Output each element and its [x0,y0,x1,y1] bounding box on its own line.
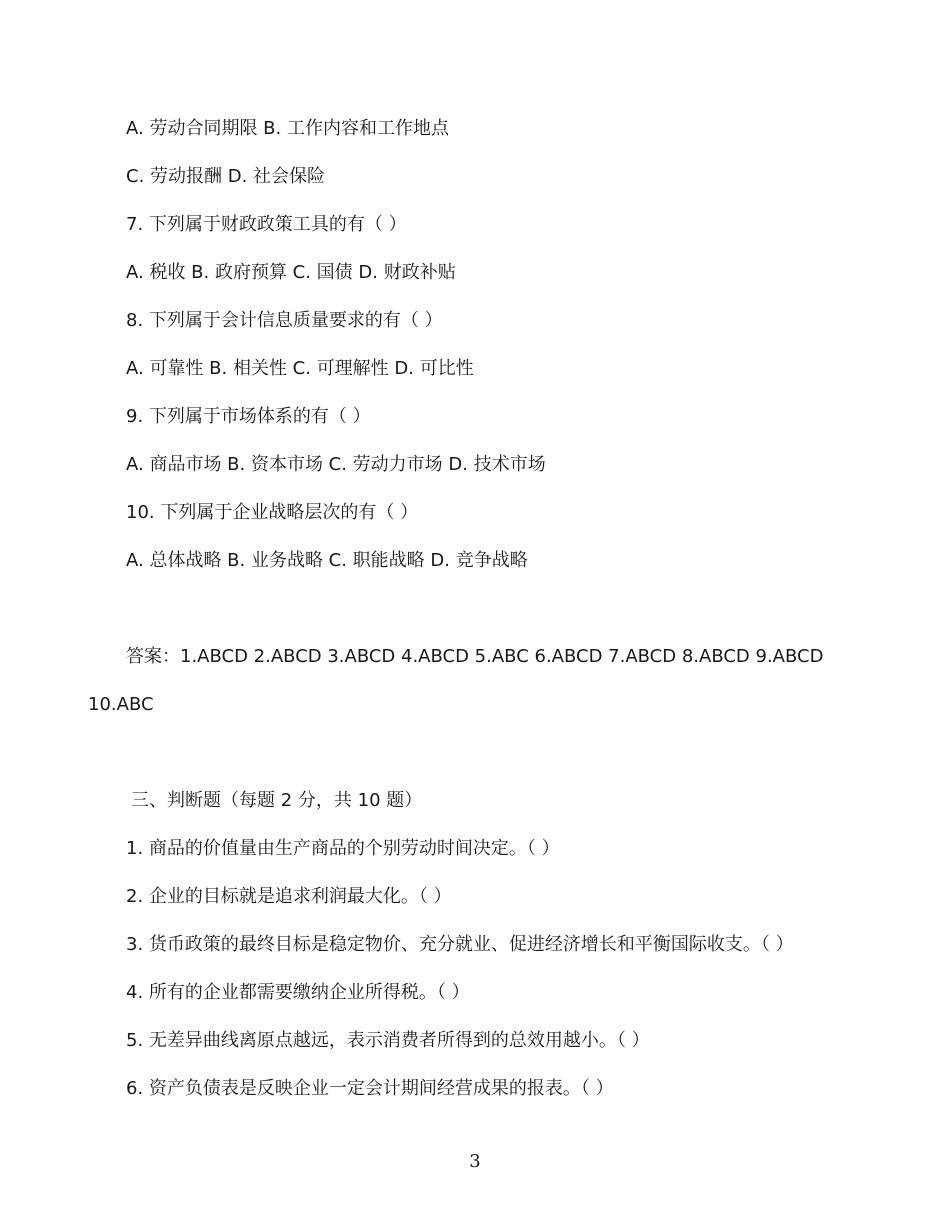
question-6-options-line-1: A. 劳动合同期限 B. 工作内容和工作地点 [126,118,449,139]
true-false-question-2: 2. 企业的目标就是追求利润最大化。（ ） [126,886,452,907]
true-false-question-3: 3. 货币政策的最终目标是稳定物价、充分就业、促进经济增长和平衡国际收支。（ ） [126,934,794,955]
true-false-question-5: 5. 无差异曲线离原点越远，表示消费者所得到的总效用越小。（ ） [126,1030,650,1051]
question-6-options-line-2: C. 劳动报酬 D. 社会保险 [126,166,326,187]
section-heading-true-false: 三、判断题（每题 2 分，共 10 题） [131,790,423,811]
answer-key-line-1: 答案：1.ABCD 2.ABCD 3.ABCD 4.ABCD 5.ABC 6.ABCD 7.ABCD 8.ABCD 9.ABCD [126,646,824,667]
true-false-question-4: 4. 所有的企业都需要缴纳企业所得税。（ ） [126,982,470,1003]
question-7-text: 7. 下列属于财政政策工具的有（ ） [126,214,407,235]
answer-key-line-2: 10.ABC [88,694,154,715]
true-false-question-6: 6. 资产负债表是反映企业一定会计期间经营成果的报表。（ ） [126,1078,614,1099]
question-8-text: 8. 下列属于会计信息质量要求的有（ ） [126,310,443,331]
question-8-options: A. 可靠性 B. 相关性 C. 可理解性 D. 可比性 [126,358,474,379]
page-number: 3 [469,1151,481,1172]
question-10-text: 10. 下列属于企业战略层次的有（ ） [126,502,419,523]
question-9-options: A. 商品市场 B. 资本市场 C. 劳动力市场 D. 技术市场 [126,454,546,475]
question-7-options: A. 税收 B. 政府预算 C. 国债 D. 财政补贴 [126,262,456,283]
true-false-question-1: 1. 商品的价值量由生产商品的个别劳动时间决定。（ ） [126,838,560,859]
question-9-text: 9. 下列属于市场体系的有（ ） [126,406,371,427]
question-10-options: A. 总体战略 B. 业务战略 C. 职能战略 D. 竞争战略 [126,550,528,571]
